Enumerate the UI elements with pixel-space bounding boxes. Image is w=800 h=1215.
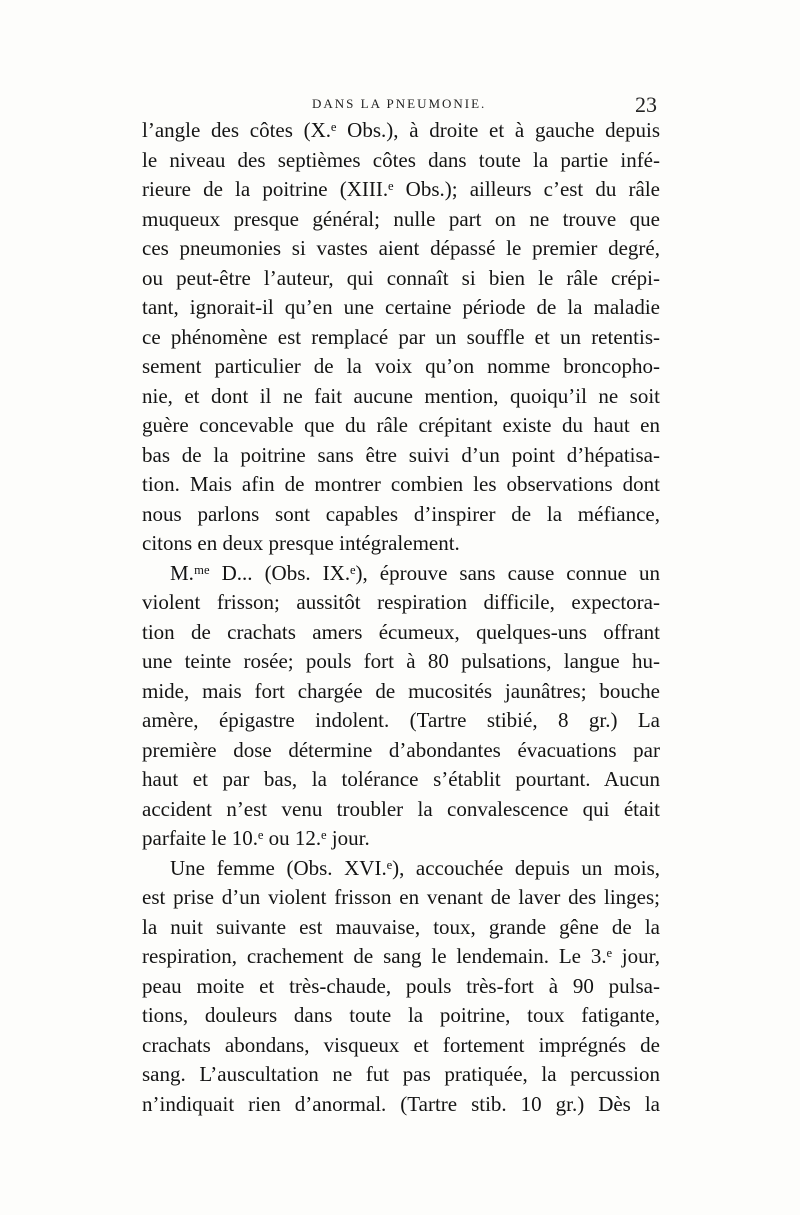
text-line: peau moite et très-chaude, pouls très-fort à 90 pulsa- <box>142 973 660 998</box>
text-line: muqueux presque général; nulle part on ne trouve que <box>142 206 660 231</box>
text-line: haut et par bas, la tolérance s’établit pourtant. Aucun <box>142 767 660 791</box>
text-line: ou peut-être l’auteur, qui connaît si bien le râle crépi- <box>142 265 660 290</box>
text-line: Une femme (Obs. XVI.ᵉ), accouchée depuis un mois, <box>170 855 660 880</box>
text-line: nous parlons sont capables d’inspirer de la méfiance, <box>142 501 660 526</box>
text-line: crachats abondans, visqueux et fortement imprégnés de <box>142 1032 660 1057</box>
text-line: sang. L’auscultation ne fut pas pratiquée, la percussion <box>142 1062 660 1086</box>
text-line: ce phénomène est remplacé par un souffle et un retentis- <box>142 324 660 349</box>
text-line: parfaite le 10.ᵉ ou 12.ᵉ jour. <box>142 826 370 850</box>
running-head: DANS LA PNEUMONIE. <box>312 96 487 111</box>
text-line: sement particulier de la voix qu’on nomme broncopho- <box>142 354 660 378</box>
text-line: violent frisson; aussitôt respiration difficile, expectora- <box>142 590 660 614</box>
text-line: respiration, crachement de sang le lendemain. Le 3.ᵉ jour, <box>142 944 660 968</box>
text-line: bas de la poitrine sans être suivi d’un point d’hépatisa- <box>142 442 660 467</box>
text-line: tion de crachats amers écumeux, quelques-uns offrant <box>142 619 660 644</box>
text-line: M.ᵐᵉ D... (Obs. IX.ᵉ), éprouve sans cause connue un <box>170 560 660 585</box>
text-line: ces pneumonies si vastes aient dépassé le premier degré, <box>142 236 660 260</box>
text-line: citons en deux presque intégralement. <box>142 531 460 555</box>
text-line: accident n’est venu troubler la convalescence qui était <box>142 796 660 821</box>
text-line: guère concevable que du râle crépitant existe du haut en <box>142 413 660 437</box>
text-line: n’indiquait rien d’anormal. (Tartre stib. 10 gr.) Dès la <box>142 1091 660 1116</box>
page-number: 23 <box>635 92 657 117</box>
text-line: nie, et dont il ne fait aucune mention, quoiqu’il ne soit <box>142 383 660 408</box>
text-line: une teinte rosée; pouls fort à 80 pulsations, langue hu- <box>142 649 660 673</box>
text-line: est prise d’un violent frisson en venant de laver des linges; <box>142 885 660 909</box>
text-line: l’angle des côtes (X.ᵉ Obs.), à droite et à gauche depuis <box>142 118 660 142</box>
text-line: amère, épigastre indolent. (Tartre stibié, 8 gr.) La <box>142 708 660 732</box>
text-line: tions, douleurs dans toute la poitrine, toux fatigante, <box>142 1003 660 1027</box>
text-line: mide, mais fort chargée de mucosités jaunâtres; bouche <box>142 678 660 703</box>
text-line: première dose détermine d’abondantes évacuations par <box>142 737 660 762</box>
body-text <box>142 116 660 1119</box>
text-line: rieure de la poitrine (XIII.ᵉ Obs.); ailleurs c’est du râle <box>142 177 660 201</box>
text-line: tant, ignorait-il qu’en une certaine période de la maladie <box>142 295 660 319</box>
text-line: la nuit suivante est mauvaise, toux, grande gêne de la <box>142 914 660 939</box>
text-line: le niveau des septièmes côtes dans toute la partie infé- <box>142 147 660 172</box>
text-line: tion. Mais afin de montrer combien les observations dont <box>142 472 660 496</box>
